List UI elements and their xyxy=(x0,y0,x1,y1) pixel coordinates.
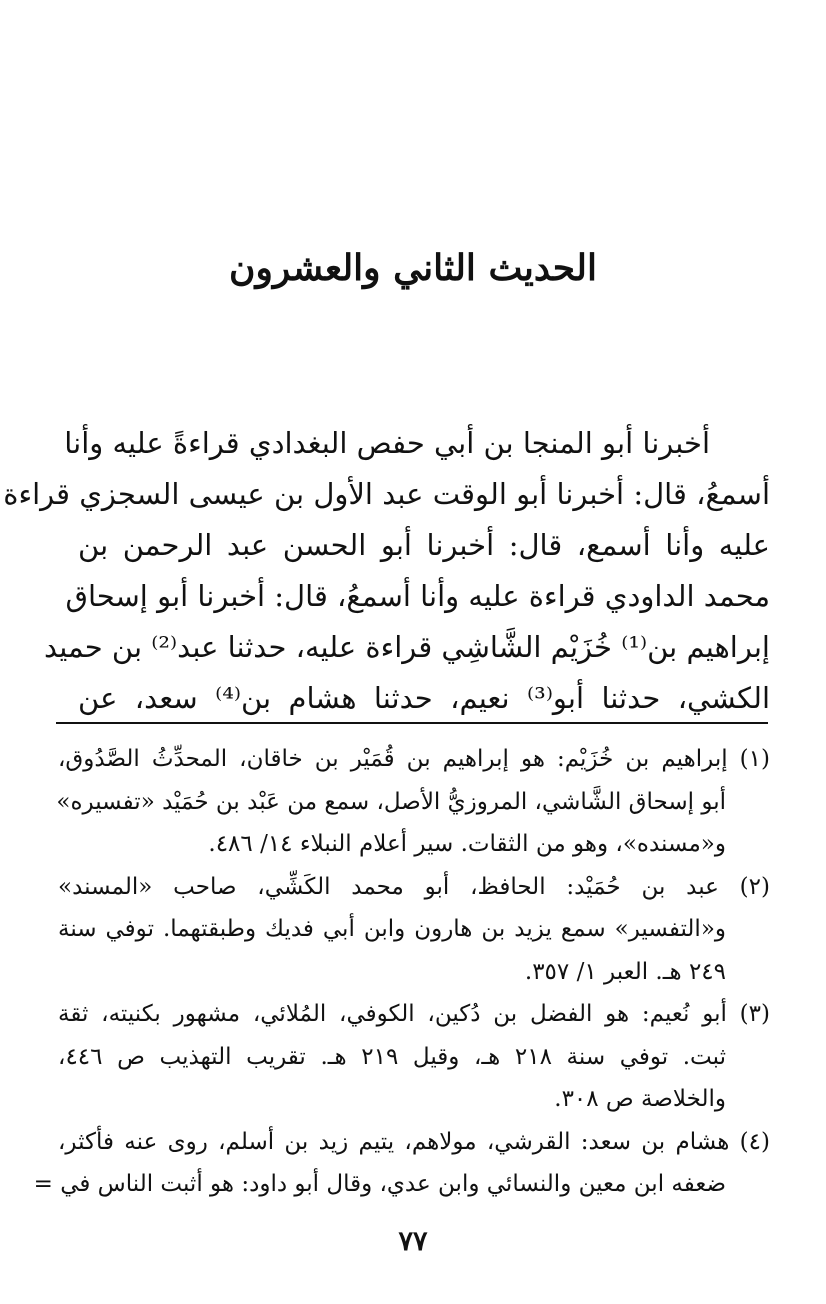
footnote-separator xyxy=(56,722,768,724)
footnote-line: (١) إبراهيم بن خُزَيْم: هو إبراهيم بن قُمَيْر بن خاقان، المحدِّثُ الصَّدُوق، xyxy=(58,746,770,772)
page-number: ٧٧ xyxy=(398,1226,428,1257)
footnote-line: ٢٤٩ هـ. العبر ١/ ٣٥٧. xyxy=(524,958,726,985)
footnote-line: و«مسنده»، وهو من الثقات. سير أعلام النبلاء ١٤/ ٤٨٦. xyxy=(208,831,726,857)
footnote-3 xyxy=(58,993,770,1121)
footnote-2 xyxy=(58,866,770,994)
footnote-line: و«التفسير» سمع يزيد بن هارون وابن أبي فديك وطبقتهما. توفي سنة xyxy=(58,916,726,942)
footnote-line: والخلاصة ص ٣٠٨. xyxy=(554,1086,726,1112)
footnote-1 xyxy=(58,738,770,866)
footnote-line: ضعفه ابن معين والنسائي وابن عدي، وقال أبو داود: هو أثبت الناس في = xyxy=(33,1171,726,1197)
text-line: أسمعُ، قال: أخبرنا أبو الوقت عبد الأول بن عيسى السجزي قراءة xyxy=(3,477,770,511)
hadith-title: الحديث الثاني والعشرون xyxy=(229,247,597,289)
text-line: الكشي، حدثنا أبو⁽³⁾ نعيم، حدثنا هشام بن⁽⁴⁾ سعد، عن xyxy=(78,681,771,715)
text-line: أخبرنا أبو المنجا بن أبي حفص البغدادي قراءةً عليه وأنا xyxy=(64,426,710,460)
footnote-4 xyxy=(33,1121,770,1206)
footnote-line: ثبت. توفي سنة ٢١٨ هـ، وقيل ٢١٩ هـ. تقريب التهذيب ص ٤٤٦، xyxy=(58,1043,726,1070)
footnote-line: (٤) هشام بن سعد: القرشي، مولاهم، يتيم زيد بن أسلم، روى عنه فأكثر، xyxy=(58,1128,770,1155)
footnote-line: (٣) أبو نُعيم: هو الفضل بن دُكين، الكوفي، المُلائي، مشهور بكنيته، ثقة xyxy=(58,1001,770,1027)
footnotes-section xyxy=(33,738,770,1206)
hadith-isnad-text xyxy=(3,418,771,724)
text-line: محمد الداودي قراءة عليه وأنا أسمعُ، قال: أخبرنا أبو إسحاق xyxy=(65,579,770,613)
footnote-line: أبو إسحاق الشَّاشي، المروزيُّ الأصل، سمع من عَبْد بن حُمَيْد «تفسيره» xyxy=(56,788,726,815)
text-line: عليه وأنا أسمع، قال: أخبرنا أبو الحسن عبد الرحمن بن xyxy=(78,528,770,562)
text-line: إبراهيم بن⁽¹⁾ خُزَيْم الشَّاشِي قراءة عليه، حدثنا عبد⁽²⁾ بن حميد xyxy=(43,630,770,664)
footnote-line: (٢) عبد بن حُمَيْد: الحافظ، أبو محمد الكَشِّي، صاحب «المسند» xyxy=(58,873,770,900)
